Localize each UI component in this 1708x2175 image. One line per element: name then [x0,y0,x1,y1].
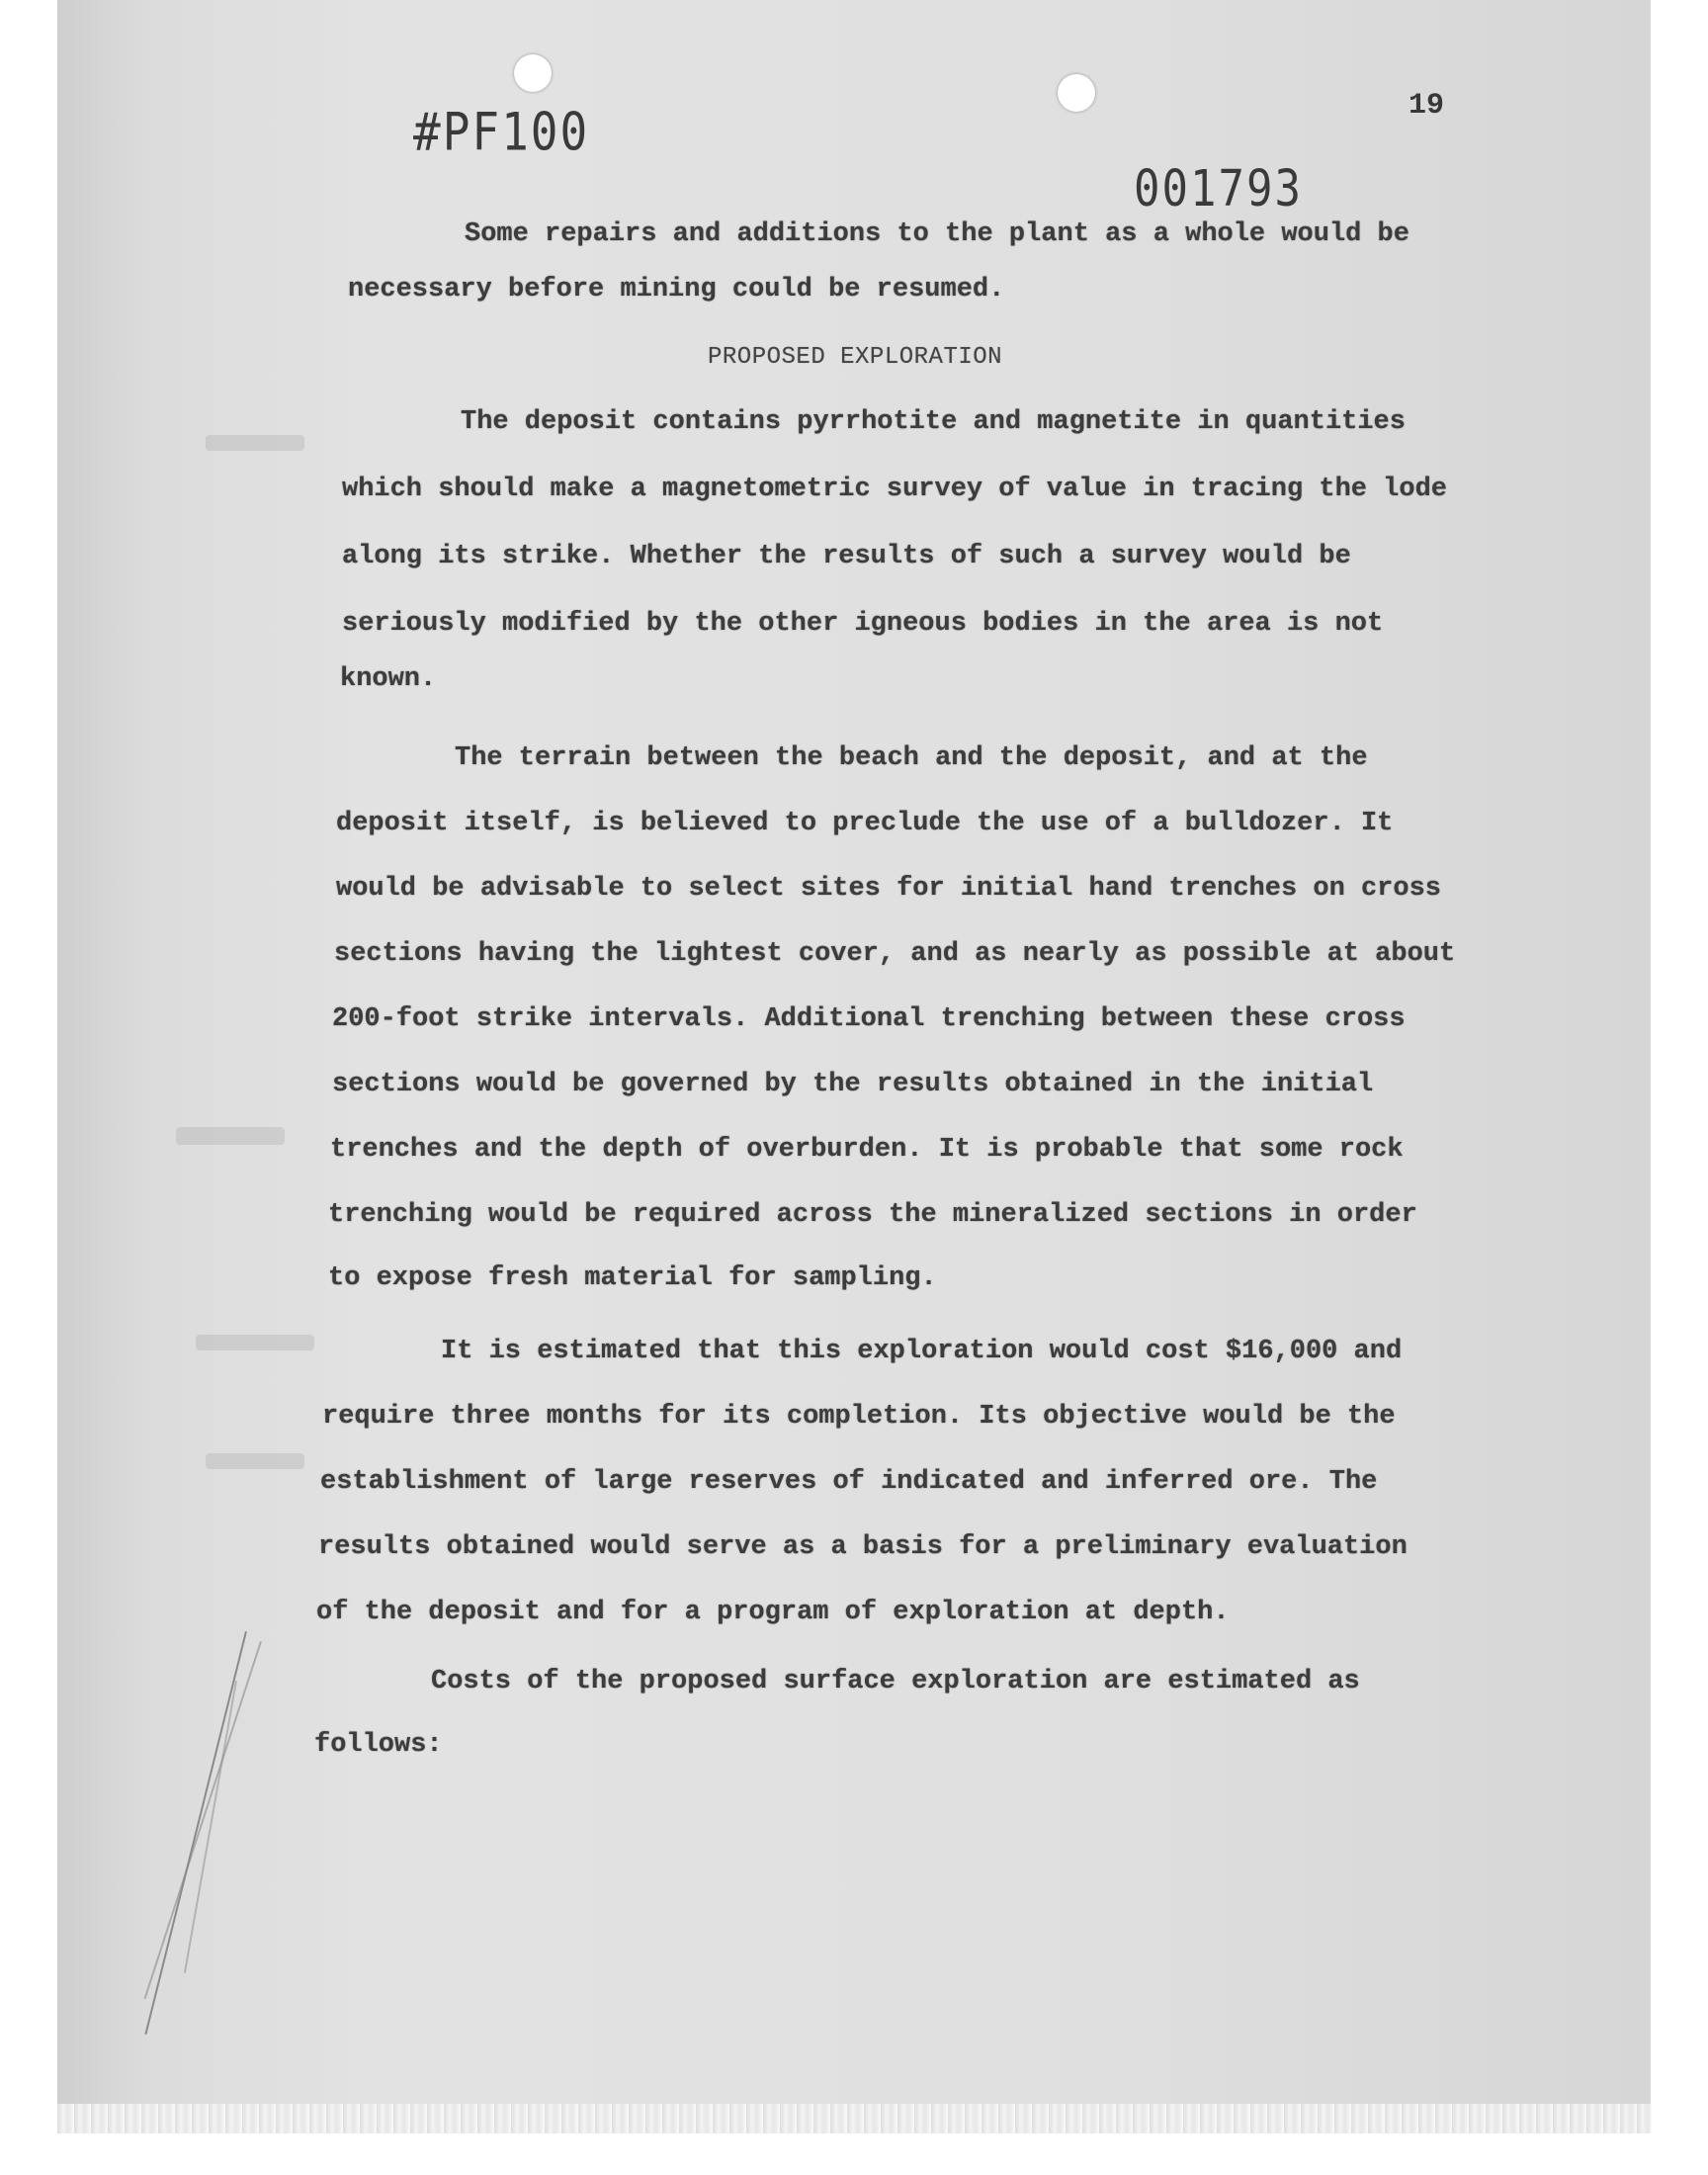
text-line: which should make a magnetometric survey of value in tracing the lode [342,475,1447,504]
text-line: follows: [314,1730,443,1760]
text-line: It is estimated that this exploration would cost $16,000 and [441,1337,1403,1366]
text-line: of the deposit and for a program of exploration at depth. [316,1598,1230,1627]
text-line: trenches and the depth of overburden. It is probable that some rock [330,1135,1404,1165]
text-line: deposit itself, is believed to preclude the use of a bulldozer. It [336,809,1394,838]
document-stamp-right: 001793 [1134,160,1303,218]
punch-hole [1058,74,1095,112]
pencil-stroke [144,1641,262,1999]
pencil-stroke [184,1681,237,1973]
document-stamp-left: #PF100 [413,100,590,163]
text-line: sections having the lightest cover, and as nearly as possible at about [334,939,1456,969]
bleed-through-mark [196,1335,314,1350]
text-line: results obtained would serve as a basis for a preliminary evaluation [318,1532,1408,1562]
text-line: trenching would be required across the mineralized sections in order [328,1200,1417,1230]
text-line: require three months for its completion. Its objective would be the [322,1402,1396,1432]
scan-edge-artifact [57,2104,1651,2133]
text-line: known. [340,664,437,694]
text-line: necessary before mining could be resumed. [348,275,1005,304]
punch-hole [514,54,552,92]
paper-sheet [57,0,1651,2104]
text-line: to expose fresh material for sampling. [328,1263,937,1293]
text-line: would be advisable to select sites for initial hand trenches on cross [336,874,1441,904]
text-line: seriously modified by the other igneous bodies in the area is not [342,609,1384,639]
bleed-through-mark [206,435,304,451]
bleed-through-mark [206,1453,304,1469]
section-heading: PROPOSED EXPLORATION [708,344,1003,371]
text-line: establishment of large reserves of indicated and inferred ore. The [320,1467,1378,1497]
text-line: Costs of the proposed surface exploration are estimated as [431,1667,1360,1696]
bleed-through-mark [176,1127,285,1145]
page-number: 19 [1409,89,1445,123]
text-line: sections would be governed by the results obtained in the initial [332,1070,1374,1099]
text-line: 200-foot strike intervals. Additional trenching between these cross [332,1004,1406,1034]
text-line: The terrain between the beach and the deposit, and at the [455,743,1368,773]
pencil-stroke [144,1631,247,2035]
text-line: The deposit contains pyrrhotite and magnetite in quantities [461,407,1406,437]
text-line: Some repairs and additions to the plant as a whole would be [465,219,1409,249]
text-line: along its strike. Whether the results of such a survey would be [342,542,1351,571]
